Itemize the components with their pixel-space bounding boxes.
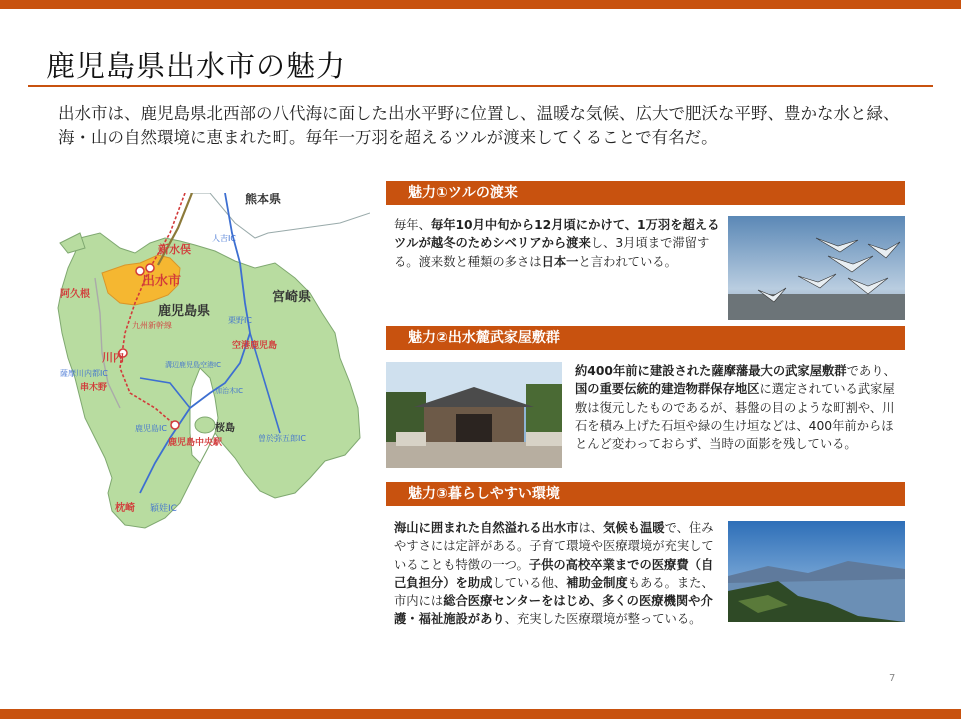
map-label-ibusuki: 穎娃IC <box>150 504 177 514</box>
map-label-sendai: 川内 <box>102 351 124 364</box>
bottom-accent-bar <box>0 709 961 719</box>
map-label-mizobe: 溝辺鹿児島空港IC <box>165 361 221 369</box>
map-label-miyazaki: 宮崎県 <box>272 290 312 305</box>
section-1-text-segment: し、3月頃まで滞留する。渡来数と種類の多さは <box>394 236 710 269</box>
coast-image <box>728 521 905 622</box>
section-3-text-segment: 海山に囲まれた自然溢れる出水市 <box>394 521 579 535</box>
map-label-soo: 曽於弥五郎IC <box>258 434 306 443</box>
coast-photo <box>728 521 905 622</box>
section-3-body <box>394 519 724 629</box>
section-3-text-segment: 気候も温暖 <box>603 521 665 535</box>
samurai-house-photo <box>386 362 562 468</box>
section-2-text-segment: に選定されている武家屋敷は復元したものであるが、碁盤の目のような町割や、川石を積み上げた石垣や緑の生け垣などは、400年前からほとんど変わっておらず、当時の面影を残している。 <box>575 382 895 452</box>
crane-image <box>728 216 905 320</box>
map-label-kurino: 栗野IC <box>228 316 252 325</box>
section-2-body <box>575 362 905 453</box>
section-2-text-segment: 国の重要伝統的建造物群保存地区 <box>575 382 760 397</box>
section-1-text-segment: と言われている。 <box>578 254 677 269</box>
map-label-akune: 阿久根 <box>60 289 90 300</box>
map-label-kumamoto: 熊本県 <box>245 193 282 206</box>
section-2-text-segment: 約400年前に建設された薩摩藩最大の武家屋敷群 <box>575 364 847 378</box>
map-label-makurazaki: 枕崎 <box>115 503 135 514</box>
section-1-body <box>394 216 724 271</box>
section-3-text-segment: は、 <box>578 521 604 535</box>
top-accent-bar <box>0 0 961 9</box>
section-3-text-segment: で、住みやすさには定評がある。子育て環境や医療環境が充実していることも特徴の一つ。 <box>394 521 714 572</box>
map-label-hitoyoshi: 人吉IC <box>212 234 236 243</box>
map-label-airport: 空港鹿児島 <box>232 341 278 351</box>
section-3-heading: 魅力③暮らしやすい環境 <box>386 482 905 506</box>
title-divider <box>28 85 933 87</box>
map-label-satsuma-sendai-ic: 薩摩川内都IC <box>60 369 108 378</box>
section-3-text-segment: 、充実した医療環境が整っている。 <box>504 612 702 627</box>
section-1-text-segment: 毎年10月中旬から12月頃にかけて、1万羽を超えるツルが越冬のためシベリアから渡来 <box>394 218 720 251</box>
intro-paragraph: 出水市は、鹿児島県北西部の八代海に面した出水平野に位置し、温暖な気候、広大で肥沃な平野、豊かな水と緑、海・山の自然環境に恵まれた町。毎年一万羽を超えるツルが渡来してくることで有名だ。 <box>58 104 900 147</box>
section-1-heading: 魅力①ツルの渡来 <box>386 181 905 205</box>
map-label-kagoshima-ic: 鹿児島IC <box>135 424 167 433</box>
section-3-text-segment: 総合医療センターをはじめ、多くの医療機関や介護・福祉施設があり <box>394 594 713 627</box>
section-2-heading: 魅力②出水麓武家屋敷群 <box>386 326 905 350</box>
map-label-kushikino: 串木野 <box>80 383 108 393</box>
section-2-text-segment: であり、 <box>846 364 896 378</box>
section-3-text-segment: 子供の高校卒業までの医療費（自己負担分）を助成 <box>394 557 714 590</box>
page-number: 7 <box>889 673 896 684</box>
map-label-shin-minamata: 新水俣 <box>158 243 191 256</box>
map-label-kajiki: 加治木IC <box>215 387 243 395</box>
section-3-text-segment: している他、 <box>492 575 567 590</box>
page-title: 鹿児島県出水市の魅力 <box>46 49 347 83</box>
section-1-text-segment: 日本一 <box>541 254 579 269</box>
map-label-sakurajima: 桜島 <box>215 423 235 434</box>
section-1-text-segment: 毎年、 <box>394 218 431 232</box>
map-label-kagoshima-pref: 鹿児島県 <box>158 304 211 319</box>
map-label-kagoshima-chuo: 鹿児島中央駅 <box>168 438 223 448</box>
crane-photo <box>728 216 905 320</box>
map-label-izumi: 出水市 <box>142 274 182 289</box>
kagoshima-map <box>40 193 370 553</box>
section-3-text-segment: もある。また、市内には <box>394 575 714 609</box>
map <box>40 193 370 553</box>
map-label-line: 九州新幹線 <box>132 321 172 330</box>
sakurajima-island <box>195 417 215 433</box>
section-3-text-segment: 補助金制度 <box>566 575 628 590</box>
samurai-house-image <box>386 362 562 468</box>
